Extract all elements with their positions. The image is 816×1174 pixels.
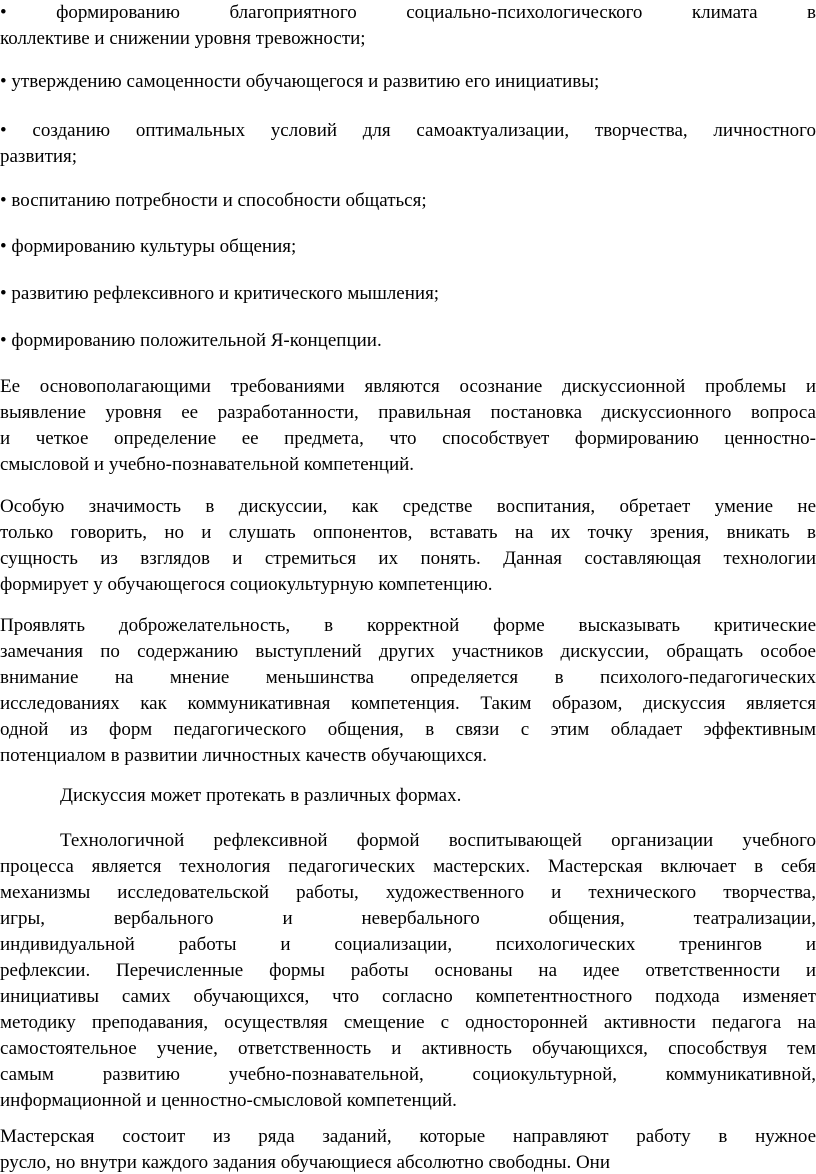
paragraph-line: инициативы самих обучающихся, что согласно компетентностного подхода изменяет: [0, 986, 816, 1007]
paragraph-line: только говорить, но и слушать оппонентов, вставать на их точку зрения, вникать в: [0, 522, 816, 543]
paragraph-line: формирует у обучающегося социокультурную компетенцию.: [0, 574, 493, 595]
paragraph: [0, 494, 816, 598]
paragraph-line: потенциалом в развитии личностных качеств обучающихся.: [0, 745, 487, 766]
paragraph-line: внимание на мнение меньшинства определяется в психолого-педагогических: [0, 667, 816, 688]
paragraph-line: информационной и ценностно-смысловой компетенций.: [0, 1090, 457, 1111]
paragraph-line: Технологичной рефлексивной формой воспитывающей организации учебного: [60, 830, 816, 851]
paragraph-line: замечания по содержанию выступлений других участников дискуссии, обращать особое: [0, 641, 816, 662]
paragraph-line: сущность из взглядов и стремиться их понять. Данная составляющая технологии: [0, 548, 816, 569]
paragraph: [0, 828, 816, 1114]
paragraph-line: самостоятельное учение, ответственность и активность обучающихся, способствуя тем: [0, 1038, 816, 1059]
paragraph-line: и четкое определение ее предмета, что способствует формированию ценностно-: [0, 428, 816, 449]
paragraph: [0, 783, 816, 809]
paragraph-line: Особую значимость в дискуссии, как средстве воспитания, обретает умение не: [0, 496, 816, 517]
bullet-line: • созданию оптимальных условий для самоактуализации, творчества, личностного: [0, 120, 816, 141]
bullet-item: [0, 281, 816, 307]
bullet-line: • формированию культуры общения;: [0, 236, 297, 257]
paragraph-line: самым развитию учебно-познавательной, социокультурной, коммуникативной,: [0, 1064, 816, 1085]
paragraph-line: методику преподавания, осуществляя смещение с односторонней активности педагога на: [0, 1012, 816, 1033]
paragraph-line: индивидуальной работы и социализации, психологических тренингов и: [0, 934, 816, 955]
bullet-line: • развитию рефлексивного и критического мышления;: [0, 283, 440, 304]
paragraph-line: Мастерская состоит из ряда заданий, которые направляют работу в нужное: [0, 1126, 816, 1147]
paragraph-line: смысловой и учебно-познавательной компетенций.: [0, 454, 415, 475]
bullet-item: [0, 234, 816, 260]
bullet-item: [0, 328, 816, 354]
paragraph-line: русло, но внутри каждого задания обучающиеся абсолютно свободны. Они: [0, 1152, 611, 1173]
paragraph-line: Дискуссия может протекать в различных формах.: [60, 785, 462, 806]
paragraph-line: процесса является технология педагогических мастерских. Мастерская включает в себя: [0, 856, 816, 877]
paragraph-line: одной из форм педагогического общения, в связи с этим обладает эффективным: [0, 719, 816, 740]
paragraph: [0, 613, 816, 769]
bullet-item: [0, 69, 816, 95]
paragraph-line: Ее основополагающими требованиями являются осознание дискуссионной проблемы и: [0, 376, 816, 397]
paragraph-line: исследованиях как коммуникативная компетенция. Таким образом, дискуссия является: [0, 693, 816, 714]
bullet-item: [0, 0, 816, 52]
paragraph-line: игры, вербального и невербального общения, театрализации,: [0, 908, 816, 929]
bullet-item: [0, 118, 816, 170]
bullet-line: • формированию положительной Я-концепции.: [0, 330, 382, 351]
paragraph: [0, 1124, 816, 1174]
bullet-line: • утверждению самоценности обучающегося и развитию его инициативы;: [0, 71, 600, 92]
paragraph-line: Проявлять доброжелательность, в корректной форме высказывать критические: [0, 615, 816, 636]
paragraph-line: выявление уровня ее разработанности, правильная постановка дискуссионного вопроса: [0, 402, 816, 423]
bullet-line: • воспитанию потребности и способности общаться;: [0, 190, 427, 211]
paragraph: [0, 374, 816, 478]
paragraph-line: рефлексии. Перечисленные формы работы основаны на идее ответственности и: [0, 960, 816, 981]
paragraph-line: механизмы исследовательской работы, художественного и технического творчества,: [0, 882, 816, 903]
bullet-line: • формированию благоприятного социально-психологического климата в: [0, 2, 816, 23]
bullet-line: коллективе и снижении уровня тревожности;: [0, 28, 366, 49]
bullet-item: [0, 188, 816, 214]
bullet-line: развития;: [0, 146, 78, 167]
